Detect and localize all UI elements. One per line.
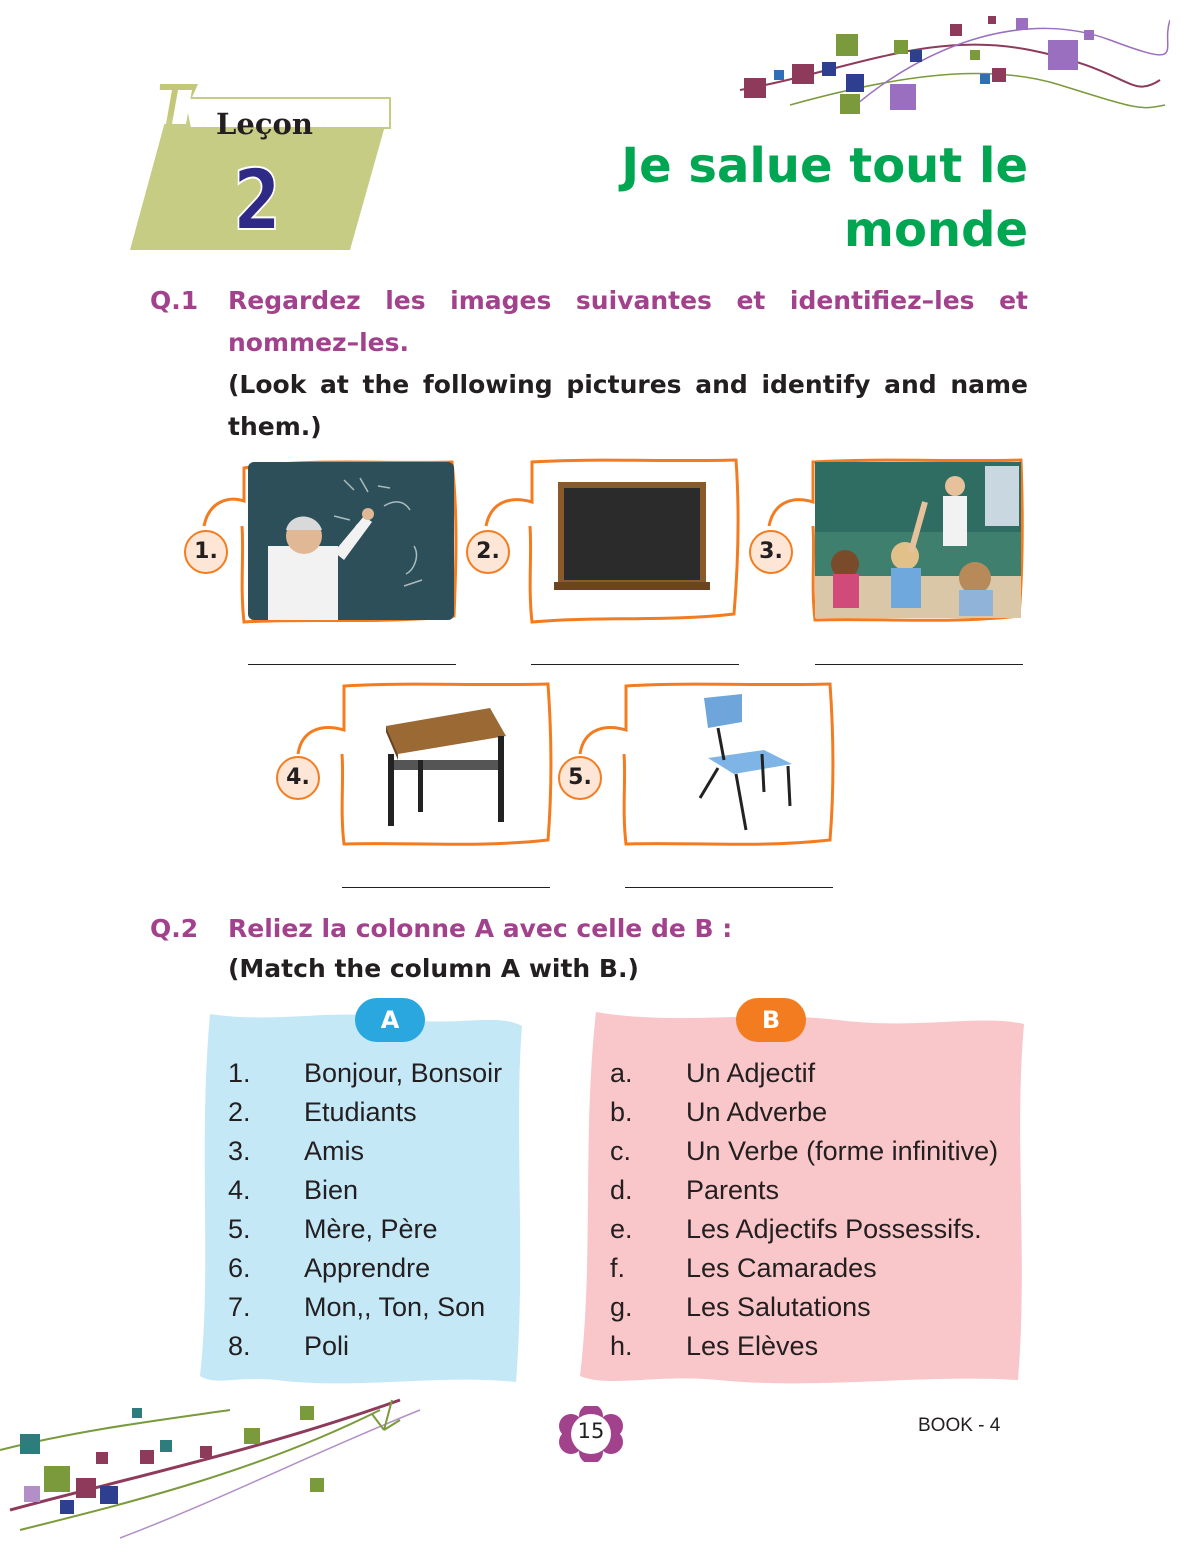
picture-item-5 [558,680,838,850]
picture-item-4 [276,680,556,850]
column-a-item-8[interactable]: 8. Poli [228,1331,350,1361]
column-b-item-a[interactable]: a. Un Adjectif [610,1058,816,1088]
page-title-line1: Je salue tout le [621,138,1028,194]
column-b-item-f[interactable]: f. Les Camarades [610,1253,877,1283]
column-b-item-g[interactable]: g. Les Salutations [610,1292,871,1322]
page-title [560,134,1028,262]
picture-number-3: 3. [749,530,793,574]
decorative-squares-bottom [0,1390,440,1540]
page-number: 15 [577,1419,605,1443]
column-a-item-3[interactable]: 3. Amis [228,1136,364,1166]
picture-item-1 [184,456,459,626]
column-b-item-h[interactable]: h. Les Elèves [610,1331,819,1361]
answer-line-5[interactable] [625,887,833,888]
question-2-number: Q.2 [150,914,199,943]
picture-number-4: 4. [276,756,320,800]
column-b-item-c[interactable]: c. Un Verbe (forme infinitive) [610,1136,999,1166]
desk-photo [276,680,556,850]
picture-number-1: 1. [184,530,228,574]
column-b-item-b[interactable]: b. Un Adverbe [610,1097,828,1127]
column-a-item-4[interactable]: 4. Bien [228,1175,359,1205]
lesson-number: 2 [233,151,281,249]
column-a-badge: A [355,998,425,1042]
column-b-item-e[interactable]: e. Les Adjectifs Possessifs. [610,1214,982,1244]
column-b-badge: B [736,998,806,1042]
decorative-squares-top [730,10,1170,120]
column-a-item-5[interactable]: 5. Mère, Père [228,1214,438,1244]
chair-photo [558,680,838,850]
picture-number-5: 5. [558,756,602,800]
picture-item-3 [749,456,1024,626]
page-title-line2: monde [843,202,1028,258]
answer-line-1[interactable] [248,664,456,665]
column-a-item-1[interactable]: 1. Bonjour, Bonsoir [228,1058,503,1088]
column-a-item-7[interactable]: 7. Mon,, Ton, Son [228,1292,486,1322]
column-a-item-6[interactable]: 6. Apprendre [228,1253,431,1283]
question-1-french: Regardez les images suivantes et identifiez–les et nommez–les. [228,286,1028,357]
answer-line-2[interactable] [531,664,739,665]
answer-line-3[interactable] [815,664,1023,665]
question-1-english: (Look at the following pictures and identify and name them.) [228,370,1028,441]
picture-number-2: 2. [466,530,510,574]
column-a-item-2[interactable]: 2. Etudiants [228,1097,417,1127]
answer-line-4[interactable] [342,887,550,888]
question-2-english: (Match the column A with B.) [228,954,639,983]
picture-item-2 [466,456,741,626]
column-b-item-d[interactable]: d. Parents [610,1175,780,1205]
book-label: BOOK - 4 [918,1415,1001,1436]
lesson-label: Leçon [216,107,313,141]
question-2-french: Reliez la colonne A avec celle de B : [228,914,733,943]
question-1-number: Q.1 [150,286,199,315]
